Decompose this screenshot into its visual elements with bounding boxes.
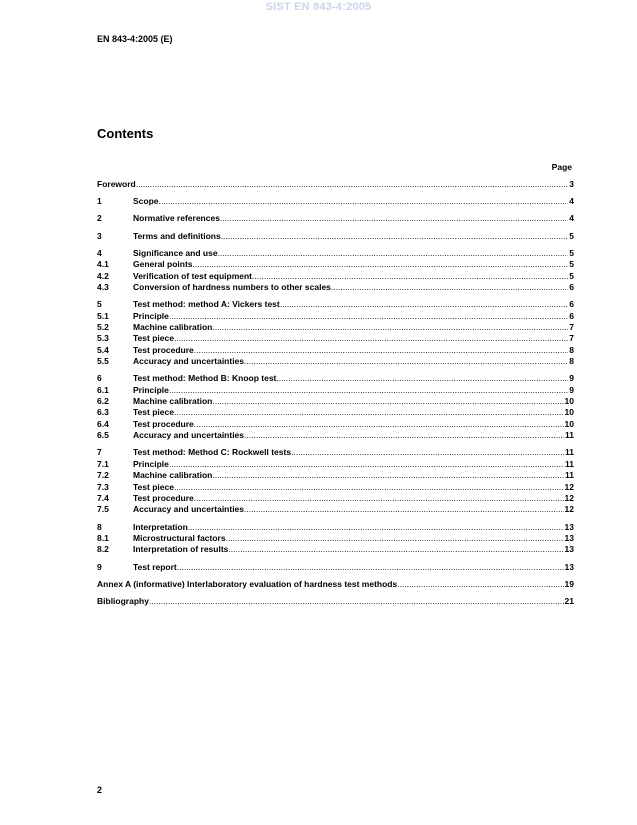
toc-entry-page: 11	[565, 458, 574, 469]
toc-entry-title: Principle	[133, 458, 169, 469]
toc-entry-number: 9	[97, 561, 102, 572]
toc-entry-page: 10	[564, 407, 574, 418]
toc-leader-dots	[276, 373, 568, 384]
toc-entry-title: Test piece	[133, 481, 174, 492]
toc-leader-dots	[212, 322, 568, 333]
toc-leader-dots	[212, 470, 564, 481]
toc-entry-title: Accuracy and uncertainties	[133, 504, 245, 515]
toc-entry-number: 4.1	[97, 259, 109, 270]
toc-entry-page: 6	[569, 299, 574, 310]
toc-entry-title: Test procedure	[133, 344, 194, 355]
toc-entry-number: 7.1	[97, 458, 109, 469]
toc-entry-page: 9	[569, 384, 574, 395]
toc-entry-title: Machine calibration	[133, 470, 213, 481]
toc-entry[interactable]	[97, 522, 574, 533]
toc-entry[interactable]	[97, 579, 574, 590]
toc-entry-page: 4	[569, 196, 574, 207]
toc-leader-dots	[177, 562, 564, 573]
toc-entry[interactable]	[97, 533, 574, 544]
toc-entry-title: Terms and definitions	[133, 230, 221, 241]
toc-entry-page: 11	[565, 470, 574, 481]
toc-entry-page: 3	[569, 179, 574, 189]
toc-entry-number: 6.5	[97, 430, 109, 441]
toc-entry-page: 12	[564, 504, 574, 515]
toc-entry-page: 12	[564, 492, 574, 503]
toc-leader-dots	[174, 407, 564, 418]
toc-entry-number: 7.2	[97, 470, 109, 481]
toc-entry-page: 6	[569, 281, 574, 292]
toc-entry-page: 10	[564, 396, 574, 407]
toc-entry-number: 7.5	[97, 504, 109, 515]
toc-entry-number: 8	[97, 521, 102, 532]
toc-entry-page: 11	[565, 430, 574, 441]
toc-leader-dots	[188, 522, 564, 533]
toc-leader-dots	[194, 493, 564, 504]
toc-entry[interactable]	[97, 385, 574, 396]
toc-entry-number: 5.2	[97, 321, 109, 332]
toc-entry-page: 5	[569, 259, 574, 270]
toc-entry[interactable]	[97, 213, 574, 224]
toc-entry-title: Machine calibration	[133, 321, 213, 332]
toc-entry[interactable]	[97, 333, 574, 344]
toc-leader-dots	[194, 419, 564, 430]
toc-entry[interactable]	[97, 373, 574, 384]
toc-entry[interactable]	[97, 493, 574, 504]
toc-entry[interactable]	[97, 562, 574, 573]
toc-entry-number: 6.4	[97, 418, 109, 429]
toc-entry-title: Principle	[133, 384, 169, 395]
toc-entry[interactable]	[97, 282, 574, 293]
toc-leader-dots	[174, 482, 564, 493]
toc-entry-page: 5	[569, 230, 574, 241]
toc-leader-dots	[194, 345, 568, 356]
toc-entry-number: 2	[97, 213, 102, 224]
toc-entry-title: Test procedure	[133, 492, 194, 503]
toc-entry-number: 7	[97, 447, 102, 458]
toc-entry-number: 8.1	[97, 532, 109, 543]
toc-entry-title: Accuracy and uncertainties	[133, 356, 245, 367]
toc-entry-title: Test procedure	[133, 418, 194, 429]
toc-entry-number: 8.2	[97, 544, 109, 555]
toc-entry-number: 5	[97, 299, 102, 310]
toc-entry[interactable]	[97, 470, 574, 481]
toc-leader-dots	[228, 544, 563, 555]
toc-entry-page: 5	[569, 247, 574, 258]
toc-entry-page: 19	[564, 578, 574, 589]
toc-leader-dots	[149, 596, 564, 607]
toc-entry[interactable]	[97, 179, 574, 190]
toc-entry-number: 6.1	[97, 384, 109, 395]
page-number: 2	[97, 785, 103, 795]
toc-entry-number: 1	[97, 196, 102, 207]
watermark: SIST EN 843-4:2005	[265, 1, 372, 13]
toc-entry-page: 10	[564, 418, 574, 429]
toc-entry-page: 13	[564, 561, 574, 572]
toc-leader-dots	[244, 430, 564, 441]
toc-entry-title: Verification of test equipment	[133, 270, 253, 281]
toc-entry[interactable]	[97, 248, 574, 259]
toc-entry-title: Test method: Method C: Rockwell tests	[133, 447, 292, 458]
toc-leader-dots	[280, 299, 569, 310]
toc-entry-number: 4.2	[97, 270, 109, 281]
toc-entry-title: Test piece	[133, 333, 174, 344]
toc-entry[interactable]	[97, 407, 574, 418]
toc-leader-dots	[169, 385, 568, 396]
toc-entry-page: 9	[569, 373, 574, 384]
contents-title: Contents	[97, 126, 154, 141]
toc-entry[interactable]	[97, 459, 574, 470]
toc-entry-number: 6	[97, 373, 102, 384]
toc-entry-page: 21	[564, 595, 574, 606]
toc-leader-dots	[193, 259, 569, 270]
toc-entry-title: Significance and use	[133, 247, 218, 258]
toc-entry[interactable]	[97, 504, 574, 515]
toc-entry[interactable]	[97, 356, 574, 367]
toc-leader-dots	[226, 533, 564, 544]
toc-entry[interactable]	[97, 231, 574, 242]
toc-entry-title: Interpretation of results	[133, 544, 229, 555]
toc-entry-title: Bibliography	[97, 595, 149, 606]
toc-entry[interactable]	[97, 447, 574, 458]
toc-entry-title: Interpretation	[133, 521, 188, 532]
toc-entry-title: Conversion of hardness numbers to other scales	[133, 281, 331, 292]
toc-leader-dots	[212, 396, 563, 407]
toc-entry-title: General points	[133, 259, 193, 270]
toc-leader-dots	[397, 579, 563, 590]
toc-leader-dots	[169, 311, 568, 322]
page-column-label: Page	[551, 162, 572, 172]
toc-leader-dots	[221, 231, 569, 242]
toc-entry-title: Annex A (informative) Interlaboratory evaluation of hardness test methods	[97, 578, 398, 589]
toc-entry-page: 13	[564, 521, 574, 532]
toc-entry[interactable]	[97, 259, 574, 270]
toc-leader-dots	[220, 213, 568, 224]
toc-entry-title: Test piece	[133, 407, 174, 418]
toc-entry-page: 13	[564, 544, 574, 555]
toc-entry[interactable]	[97, 345, 574, 356]
document-id: EN 843-4:2005 (E)	[97, 34, 173, 44]
toc-entry-number: 5.5	[97, 356, 109, 367]
toc-entry[interactable]	[97, 196, 574, 207]
toc-entry[interactable]	[97, 322, 574, 333]
toc-entry-number: 4.3	[97, 281, 109, 292]
toc-entry[interactable]	[97, 482, 574, 493]
toc-entry[interactable]	[97, 544, 574, 555]
toc-leader-dots	[136, 179, 569, 190]
toc-entry[interactable]	[97, 271, 574, 282]
toc-entry-title: Foreword	[97, 179, 136, 189]
toc-entry-title: Machine calibration	[133, 396, 213, 407]
toc-entry-number: 7.3	[97, 481, 109, 492]
toc-leader-dots	[244, 356, 568, 367]
toc-entry-page: 12	[564, 481, 574, 492]
toc-entry-title: Test report	[133, 561, 177, 572]
toc-entry-number: 4	[97, 247, 102, 258]
toc-entry-page: 6	[569, 310, 574, 321]
toc-leader-dots	[331, 282, 568, 293]
toc-entry-page: 5	[569, 270, 574, 281]
toc-entry-page: 7	[569, 333, 574, 344]
toc-entry-number: 6.3	[97, 407, 109, 418]
toc-entry-page: 8	[569, 344, 574, 355]
toc-entry-number: 6.2	[97, 396, 109, 407]
table-of-contents	[97, 179, 574, 607]
toc-entry-page: 4	[569, 213, 574, 224]
toc-entry-number: 3	[97, 230, 102, 241]
toc-entry-page: 8	[569, 356, 574, 367]
toc-entry[interactable]	[97, 299, 574, 310]
toc-entry-title: Scope	[133, 196, 159, 207]
toc-leader-dots	[252, 271, 568, 282]
toc-leader-dots	[291, 447, 564, 458]
toc-entry[interactable]	[97, 430, 574, 441]
toc-entry-number: 5.3	[97, 333, 109, 344]
toc-entry-title: Accuracy and uncertainties	[133, 430, 245, 441]
toc-entry-title: Normative references	[133, 213, 220, 224]
toc-entry[interactable]	[97, 419, 574, 430]
toc-entry-title: Test method: method A: Vickers test	[133, 299, 280, 310]
toc-entry[interactable]	[97, 311, 574, 322]
toc-leader-dots	[159, 196, 569, 207]
toc-leader-dots	[218, 248, 569, 259]
toc-leader-dots	[169, 459, 564, 470]
toc-entry[interactable]	[97, 396, 574, 407]
toc-entry-number: 5.4	[97, 344, 109, 355]
toc-entry-title: Principle	[133, 310, 169, 321]
toc-entry-number: 5.1	[97, 310, 109, 321]
toc-leader-dots	[244, 504, 564, 515]
toc-leader-dots	[174, 333, 568, 344]
toc-entry-page: 7	[569, 321, 574, 332]
toc-entry-number: 7.4	[97, 492, 109, 503]
toc-entry-title: Microstructural factors	[133, 532, 226, 543]
toc-entry-page: 11	[565, 447, 574, 458]
toc-entry-page: 13	[564, 532, 574, 543]
toc-entry-title: Test method: Method B: Knoop test	[133, 373, 277, 384]
toc-entry[interactable]	[97, 596, 574, 607]
